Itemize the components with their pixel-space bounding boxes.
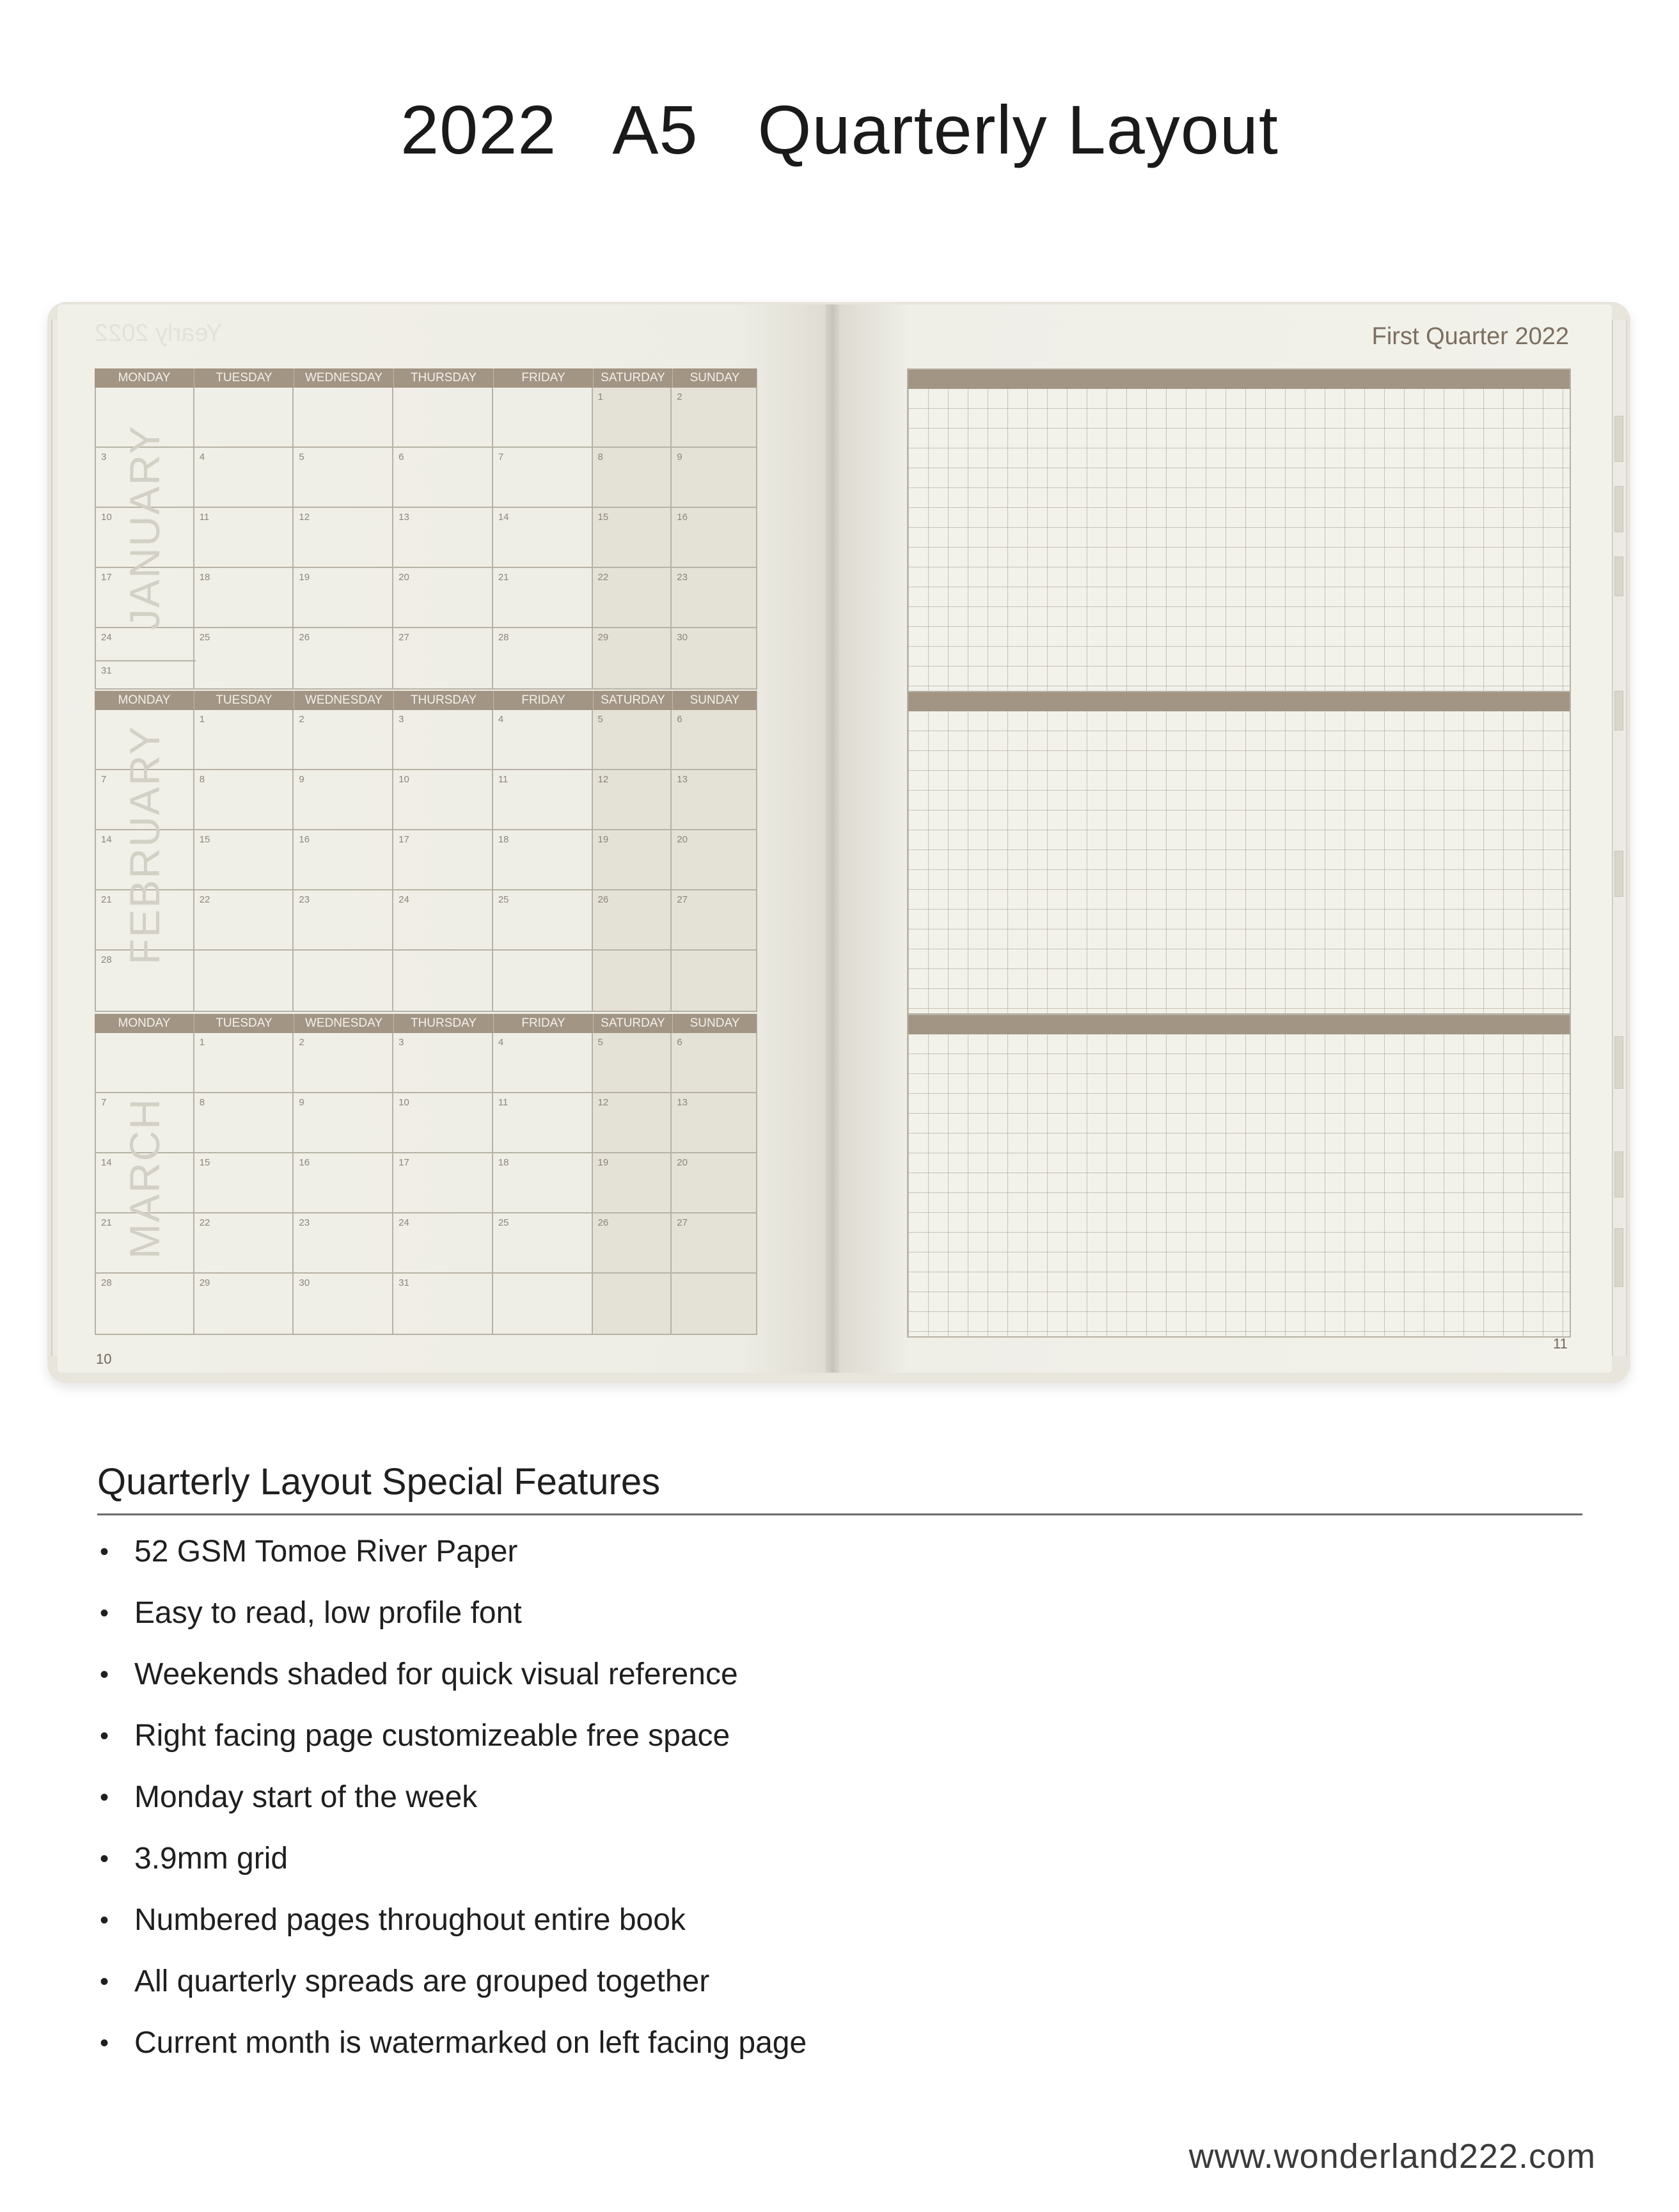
day-number: 9	[677, 452, 682, 462]
day-number: 14	[498, 512, 509, 523]
day-number: 24	[101, 632, 112, 643]
day-number: 2	[299, 1037, 304, 1048]
day-number: 8	[199, 1097, 205, 1108]
week-row	[96, 830, 756, 890]
day-number: 9	[299, 1097, 304, 1108]
day-cell	[393, 448, 493, 507]
day-cell	[294, 1033, 393, 1092]
day-cell	[194, 951, 294, 1011]
weekday-monday: MONDAY	[95, 368, 194, 388]
day-number: 9	[299, 774, 304, 785]
day-cell	[593, 830, 672, 889]
day-number: 28	[101, 954, 112, 965]
day-number: 26	[597, 1217, 609, 1228]
day-number: 18	[199, 572, 210, 583]
day-cell	[393, 388, 493, 446]
day-cell	[393, 628, 493, 688]
week-row	[96, 890, 756, 951]
day-number: 25	[498, 894, 509, 905]
day-cell	[294, 1213, 393, 1272]
day-cell	[393, 1153, 493, 1212]
day-cell	[194, 508, 294, 567]
day-number: 23	[677, 572, 688, 583]
day-number: 4	[498, 1037, 504, 1048]
week-row	[96, 568, 756, 628]
day-number: 11	[498, 1097, 508, 1108]
day-cell	[194, 1153, 294, 1212]
day-number: 1	[597, 391, 603, 402]
day-cell	[672, 1274, 756, 1334]
day-cell	[493, 951, 593, 1011]
day-number: 5	[597, 1037, 603, 1048]
week-row	[96, 770, 756, 830]
day-cell	[294, 770, 393, 829]
day-cell	[194, 890, 294, 949]
day-number: 2	[299, 714, 304, 725]
day-number: 12	[597, 1097, 609, 1108]
day-cell	[294, 508, 393, 567]
day-number: 15	[199, 1157, 210, 1168]
day-number: 30	[299, 1277, 310, 1288]
day-cell	[493, 508, 593, 567]
feature-item: • 3.9mm grid	[97, 1836, 807, 1897]
day-number: 16	[299, 834, 310, 845]
weekday-monday: MONDAY	[95, 1014, 194, 1033]
day-number: 21	[498, 572, 509, 583]
grid-header-bar	[908, 370, 1570, 389]
day-number: 19	[299, 572, 310, 583]
day-number: 29	[597, 632, 609, 643]
day-cell	[672, 1033, 756, 1092]
day-number: 19	[597, 1157, 609, 1168]
grid-area	[908, 1034, 1570, 1336]
weekday-tuesday: TUESDAY	[194, 1014, 294, 1033]
day-cell	[493, 448, 593, 507]
day-cell	[672, 890, 756, 949]
day-cell	[672, 448, 756, 507]
day-cell	[493, 830, 593, 889]
day-cell	[393, 890, 493, 949]
day-cell	[593, 710, 672, 769]
day-cell	[194, 1093, 294, 1152]
day-cell	[393, 1033, 493, 1092]
day-number: 22	[199, 894, 210, 905]
day-number: 13	[677, 774, 688, 785]
weekday-saturday: SATURDAY	[594, 1014, 673, 1033]
day-cell	[393, 508, 493, 567]
day-cell	[672, 710, 756, 769]
day-cell	[593, 890, 672, 949]
week-row	[96, 1153, 756, 1213]
day-number: 15	[597, 512, 609, 523]
day-cell	[493, 628, 593, 688]
day-number: 20	[677, 834, 688, 845]
notes-grid	[907, 691, 1571, 1015]
page-edge-tab	[1614, 416, 1623, 462]
day-cell	[672, 568, 756, 627]
day-cell	[593, 1274, 672, 1334]
day-cell	[493, 1093, 593, 1152]
day-cell	[493, 710, 593, 769]
day-number: 19	[597, 834, 609, 845]
day-cell	[294, 1153, 393, 1212]
month-watermark: JANUARY	[121, 425, 168, 630]
day-cell	[194, 628, 294, 688]
day-number: 17	[101, 572, 112, 583]
day-number: 3	[101, 452, 107, 462]
day-number: 21	[101, 894, 112, 905]
weekday-header	[95, 368, 757, 388]
day-number: 3	[398, 1037, 404, 1048]
weekday-wednesday: WEDNESDAY	[294, 691, 394, 710]
day-number: 28	[101, 1277, 112, 1288]
day-number: 30	[677, 632, 688, 643]
day-cell	[672, 830, 756, 889]
month-watermark: MARCH	[121, 1098, 168, 1259]
feature-item: • Weekends shaded for quick visual reference	[97, 1652, 807, 1713]
left-page-number: 10	[96, 1351, 112, 1367]
week-row	[96, 628, 756, 688]
week-row	[96, 710, 756, 770]
day-cell	[393, 1274, 493, 1334]
mirrored-header: Yearly 2022	[95, 320, 223, 347]
day-number: 3	[398, 714, 404, 725]
day-cell	[194, 1033, 294, 1092]
features-title: Quarterly Layout Special Features	[97, 1461, 661, 1503]
weekday-wednesday: WEDNESDAY	[294, 1014, 394, 1033]
notes-grid	[907, 368, 1571, 692]
day-cell	[294, 568, 393, 627]
day-number: 1	[199, 1037, 205, 1048]
weekday-friday: FRIDAY	[494, 368, 594, 388]
month-grid	[95, 710, 757, 1012]
day-cell	[493, 1274, 593, 1334]
day-number: 16	[677, 512, 688, 523]
weekday-thursday: THURSDAY	[394, 368, 494, 388]
right-page-edges	[1612, 320, 1627, 1356]
day-cell	[194, 1274, 294, 1334]
day-cell	[593, 1213, 672, 1272]
day-number: 8	[597, 452, 603, 462]
page-edge-tab	[1614, 1151, 1623, 1197]
day-number: 31	[101, 665, 112, 676]
day-number: 27	[677, 1217, 688, 1228]
day-number: 20	[677, 1157, 688, 1168]
day-cell	[593, 951, 672, 1011]
day-cell	[96, 1274, 194, 1334]
feature-item: • Right facing page customizeable free space	[97, 1713, 807, 1774]
day-cell	[672, 1153, 756, 1212]
day-number: 17	[398, 1157, 409, 1168]
calendar-february	[95, 691, 757, 1012]
day-number: 13	[398, 512, 409, 523]
day-cell	[294, 1274, 393, 1334]
day-cell	[96, 1033, 194, 1092]
week-row	[96, 508, 756, 568]
day-number: 8	[199, 774, 205, 785]
day-cell	[194, 830, 294, 889]
day-cell	[194, 388, 294, 446]
day-number: 11	[199, 512, 210, 523]
day-cell	[593, 508, 672, 567]
day-number: 10	[398, 774, 409, 785]
week-row	[96, 448, 756, 508]
day-number: 4	[199, 452, 205, 462]
weekday-monday: MONDAY	[95, 691, 194, 710]
right-page-number: 11	[1553, 1336, 1568, 1352]
weekday-tuesday: TUESDAY	[194, 691, 294, 710]
day-cell	[294, 830, 393, 889]
feature-item: • Numbered pages throughout entire book	[97, 1897, 807, 1959]
day-number: 4	[498, 714, 504, 725]
day-number: 10	[398, 1097, 409, 1108]
day-cell	[672, 508, 756, 567]
grid-area	[908, 389, 1570, 691]
day-number: 26	[597, 894, 609, 905]
day-number: 22	[199, 1217, 210, 1228]
day-cell	[493, 770, 593, 829]
day-number: 15	[199, 834, 210, 845]
day-number: 28	[498, 632, 509, 643]
features-divider	[97, 1513, 1582, 1515]
day-number: 27	[398, 632, 409, 643]
day-cell	[194, 1213, 294, 1272]
day-number: 11	[498, 774, 508, 785]
feature-item: • Easy to read, low profile font	[97, 1590, 807, 1652]
week-row	[96, 1093, 756, 1153]
day-number: 12	[299, 512, 310, 523]
grid-header-bar	[908, 1015, 1570, 1034]
day-cell	[493, 890, 593, 949]
features-list	[97, 1529, 807, 2082]
weekday-sunday: SUNDAY	[673, 1014, 757, 1033]
month-watermark: FEBRUARY	[121, 725, 168, 965]
day-number: 7	[101, 1097, 107, 1108]
day-number: 6	[398, 452, 404, 462]
weekday-saturday: SATURDAY	[594, 691, 673, 710]
feature-item: • Monday start of the week	[97, 1774, 807, 1836]
day-cell	[593, 1033, 672, 1092]
feature-item: • All quarterly spreads are grouped together	[97, 1959, 807, 2020]
day-number: 16	[299, 1157, 310, 1168]
day-cell	[294, 1093, 393, 1152]
weekday-tuesday: TUESDAY	[194, 368, 294, 388]
day-cell	[493, 1033, 593, 1092]
feature-item: • 52 GSM Tomoe River Paper	[97, 1529, 807, 1590]
day-cell	[294, 890, 393, 949]
day-number: 10	[101, 512, 112, 523]
day-number: 18	[498, 834, 509, 845]
weekday-header	[95, 691, 757, 710]
day-cell	[493, 388, 593, 446]
day-number: 2	[677, 391, 682, 402]
day-cell	[393, 1213, 493, 1272]
week-row	[96, 1274, 756, 1334]
day-cell	[593, 1093, 672, 1152]
day-number: 14	[101, 834, 112, 845]
extra-day-cell	[96, 660, 196, 688]
page-title: 2022 A5 Quarterly Layout	[400, 91, 1279, 168]
day-cell	[593, 448, 672, 507]
weekday-thursday: THURSDAY	[394, 1014, 494, 1033]
page-edge-tab	[1614, 486, 1623, 532]
day-cell	[194, 568, 294, 627]
day-number: 29	[199, 1277, 210, 1288]
day-cell	[672, 388, 756, 446]
day-number: 7	[101, 774, 107, 785]
day-number: 5	[299, 452, 304, 462]
day-cell	[593, 568, 672, 627]
week-row	[96, 388, 756, 448]
day-cell	[294, 388, 393, 446]
day-number: 31	[398, 1277, 409, 1288]
day-cell	[393, 568, 493, 627]
week-row	[96, 1033, 756, 1093]
weekday-sunday: SUNDAY	[673, 691, 757, 710]
day-cell	[672, 1213, 756, 1272]
day-cell	[593, 1153, 672, 1212]
day-number: 6	[677, 714, 682, 725]
weekday-thursday: THURSDAY	[394, 691, 494, 710]
weekday-wednesday: WEDNESDAY	[294, 368, 394, 388]
day-number: 24	[398, 1217, 409, 1228]
day-number: 21	[101, 1217, 112, 1228]
day-number: 12	[597, 774, 609, 785]
page-edge-tab	[1614, 1036, 1623, 1089]
day-number: 6	[677, 1037, 682, 1048]
day-cell	[493, 568, 593, 627]
month-grid	[95, 1033, 757, 1335]
spine-shadow	[825, 304, 839, 1373]
page-edge-tab	[1614, 1228, 1623, 1287]
day-number: 17	[398, 834, 409, 845]
week-row	[96, 1213, 756, 1274]
day-number: 7	[498, 452, 504, 462]
day-number: 1	[199, 714, 205, 725]
weekday-sunday: SUNDAY	[673, 368, 757, 388]
page-edge-tab	[1614, 557, 1623, 596]
calendar-january	[95, 368, 757, 690]
day-number: 5	[597, 714, 603, 725]
day-cell	[294, 951, 393, 1011]
day-cell	[294, 448, 393, 507]
weekday-friday: FRIDAY	[494, 691, 594, 710]
day-cell	[672, 1093, 756, 1152]
website-url: www.wonderland222.com	[1188, 2137, 1596, 2176]
day-cell	[194, 710, 294, 769]
month-grid	[95, 388, 757, 690]
quarter-title: First Quarter 2022	[1371, 323, 1569, 350]
day-cell	[493, 1153, 593, 1212]
day-number: 25	[199, 632, 210, 643]
day-number: 13	[677, 1097, 688, 1108]
day-cell	[493, 1213, 593, 1272]
day-number: 27	[677, 894, 688, 905]
day-number: 20	[398, 572, 409, 583]
weekday-header	[95, 1014, 757, 1033]
feature-item: • Current month is watermarked on left facing page	[97, 2020, 807, 2082]
day-cell	[194, 770, 294, 829]
day-number: 25	[498, 1217, 509, 1228]
day-cell	[393, 770, 493, 829]
day-number: 23	[299, 1217, 310, 1228]
day-cell	[393, 830, 493, 889]
grid-area	[908, 711, 1570, 1013]
day-number: 24	[398, 894, 409, 905]
day-cell	[672, 628, 756, 688]
day-cell	[393, 951, 493, 1011]
day-number: 22	[597, 572, 609, 583]
day-number: 26	[299, 632, 310, 643]
week-row	[96, 951, 756, 1011]
day-cell	[593, 628, 672, 688]
day-cell	[194, 448, 294, 507]
day-cell	[393, 1093, 493, 1152]
weekday-saturday: SATURDAY	[594, 368, 673, 388]
day-cell	[96, 628, 194, 688]
notes-grid	[907, 1014, 1571, 1338]
grid-header-bar	[908, 692, 1570, 711]
day-cell	[593, 770, 672, 829]
day-cell	[672, 951, 756, 1011]
day-number: 23	[299, 894, 310, 905]
day-cell	[294, 628, 393, 688]
weekday-friday: FRIDAY	[494, 1014, 594, 1033]
page-edge-tab	[1614, 691, 1623, 731]
day-number: 18	[498, 1157, 509, 1168]
calendar-march	[95, 1014, 757, 1335]
page-edge-tab	[1614, 851, 1623, 897]
day-cell	[393, 710, 493, 769]
day-cell	[294, 710, 393, 769]
day-number: 14	[101, 1157, 112, 1168]
day-cell	[672, 770, 756, 829]
day-cell	[593, 388, 672, 446]
